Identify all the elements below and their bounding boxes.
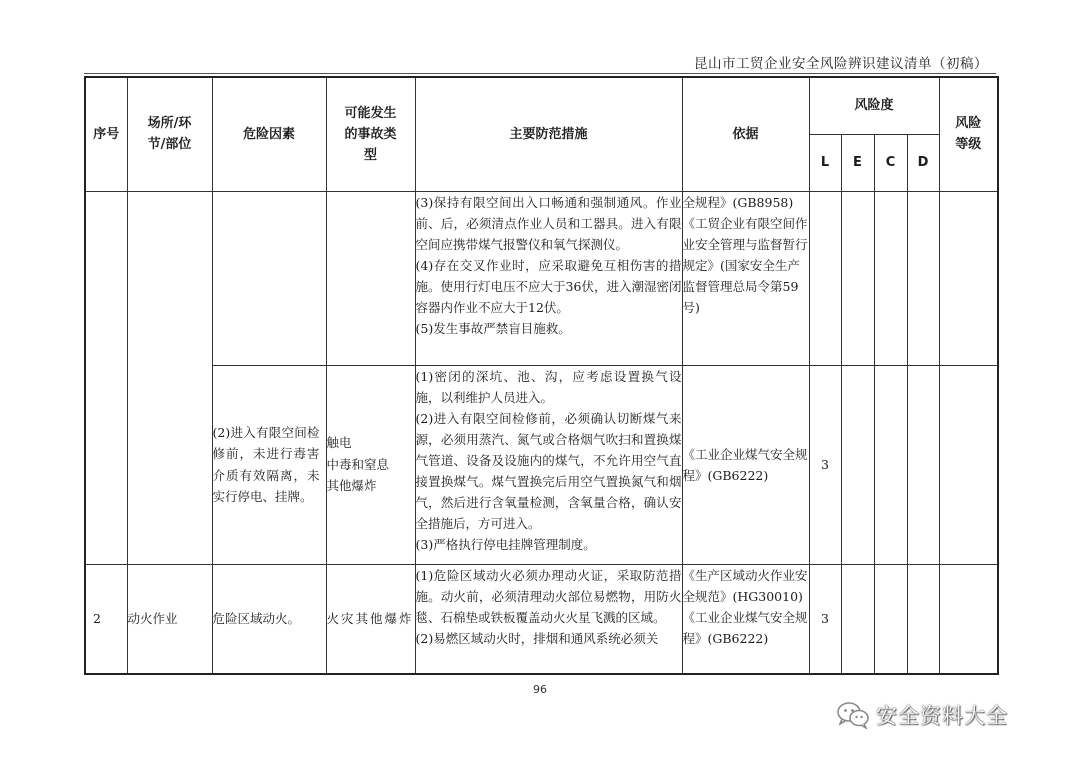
cell-level (939, 191, 998, 365)
basis-item: 《工业企业煤气安全规程》(GB6222) (682, 609, 808, 646)
cell-basis (682, 191, 809, 365)
cell-measures (415, 191, 682, 365)
page-number: 96 (533, 683, 547, 696)
cell-c (874, 564, 907, 674)
cell-basis (682, 365, 809, 564)
header-c: C (874, 134, 907, 191)
header-d: D (907, 134, 939, 191)
cell-seq (85, 191, 127, 564)
cell-d (907, 191, 939, 365)
measure-item: (5)发生事故严禁盲目施救。 (415, 320, 571, 336)
cell-l (809, 191, 841, 365)
cell-e (841, 191, 874, 365)
watermark-text: 安全资料大全 (876, 704, 1008, 728)
header-e: E (841, 134, 874, 191)
cell-location (127, 191, 212, 564)
measure-item: (2)进入有限空间检修前，必须确认切断煤气来源，必须用蒸汽、氮气或合格烟气吹扫和置换煤气管道、设备及设施内的煤气，不允许用空气直接置换煤气。煤气置换完后用空气置换氮气和烟气，然后进行含氧量检测，含氧量合格，确认安全措施后，方可进入。 (415, 410, 682, 531)
basis-item: 《工业企业煤气安全规程》(GB6222) (682, 446, 808, 483)
cell-level (939, 564, 998, 674)
header-accident: 可能发生的事故类型 (326, 77, 415, 191)
cell-l: 3 (809, 365, 841, 564)
header-basis: 依据 (682, 77, 809, 191)
measure-item: (4)存在交叉作业时，应采取避免互相伤害的措施。使用行灯电压不应大于36伏，进入潮湿密闭容器内作业不应大于12伏。 (415, 257, 682, 315)
header-seq: 序号 (85, 77, 127, 191)
table-row (85, 365, 998, 564)
accident-item: 中毒和窒息 (326, 456, 390, 472)
watermark (836, 700, 1008, 730)
cell-c (874, 365, 907, 564)
cell-hazard: (2)进入有限空间检修前，未进行毒害介质有效隔离，未实行停电、挂牌。 (212, 365, 326, 564)
risk-table (84, 76, 999, 675)
measure-item: (2)易燃区域动火时，排烟和通风系统必须关 (415, 630, 659, 646)
cell-hazard (212, 191, 326, 365)
cell-accident (326, 564, 415, 674)
cell-accident (326, 191, 415, 365)
document-title: 昆山市工贸企业安全风险辨识建议清单（初稿） (694, 56, 988, 72)
header-risk-degree: 风险度 (809, 77, 939, 134)
cell-hazard: 危险区域动火。 (212, 564, 326, 674)
cell-d (907, 564, 939, 674)
cell-seq: 2 (85, 564, 127, 674)
cell-measures (415, 365, 682, 564)
header-l: L (809, 134, 841, 191)
basis-item: 《工贸企业有限空间作业安全管理与监督暂行规定》(国家安全生产监督管理总局令第59号) (682, 215, 808, 315)
cell-basis (682, 564, 809, 674)
accident-item: 触电 (326, 435, 352, 451)
cell-e (841, 365, 874, 564)
header-location: 场所/环节/部位 (127, 77, 212, 191)
header-hazard: 危险因素 (212, 77, 326, 191)
table-row (85, 564, 998, 674)
basis-item: 《生产区域动火作业安全规范》(HG30010) (682, 567, 808, 604)
header-rule (84, 73, 996, 74)
table-row (85, 191, 998, 365)
cell-c (874, 191, 907, 365)
cell-l: 3 (809, 564, 841, 674)
wechat-icon (836, 701, 870, 729)
accident-item: 火灾其他爆炸 (326, 611, 414, 626)
cell-e (841, 564, 874, 674)
measure-item: (3)保持有限空间出入口畅通和强制通风。作业前、后，必须清点作业人员和工器具。进入有限空间应携带煤气报警仪和氧气探测仪。 (415, 194, 682, 252)
cell-accident (326, 365, 415, 564)
measure-item: (3)严格执行停电挂牌管理制度。 (415, 536, 596, 552)
cell-measures (415, 564, 682, 674)
cell-level (939, 365, 998, 564)
measure-item: (1)危险区域动火必须办理动火证，采取防范措施。动火前，必须清理动火部位易燃物，用防火毯、石棉垫或铁板覆盖动火火星飞溅的区域。 (415, 567, 682, 625)
header-risk-level: 风险等级 (939, 77, 998, 191)
cell-d (907, 365, 939, 564)
cell-location: 动火作业 (127, 564, 212, 674)
header-measures: 主要防范措施 (415, 77, 682, 191)
measure-item: (1)密闭的深坑、池、沟，应考虑设置换气设施，以利维护人员进入。 (415, 368, 682, 405)
basis-item: 全规程》(GB8958) (682, 194, 794, 210)
accident-item: 其他爆炸 (326, 478, 377, 494)
